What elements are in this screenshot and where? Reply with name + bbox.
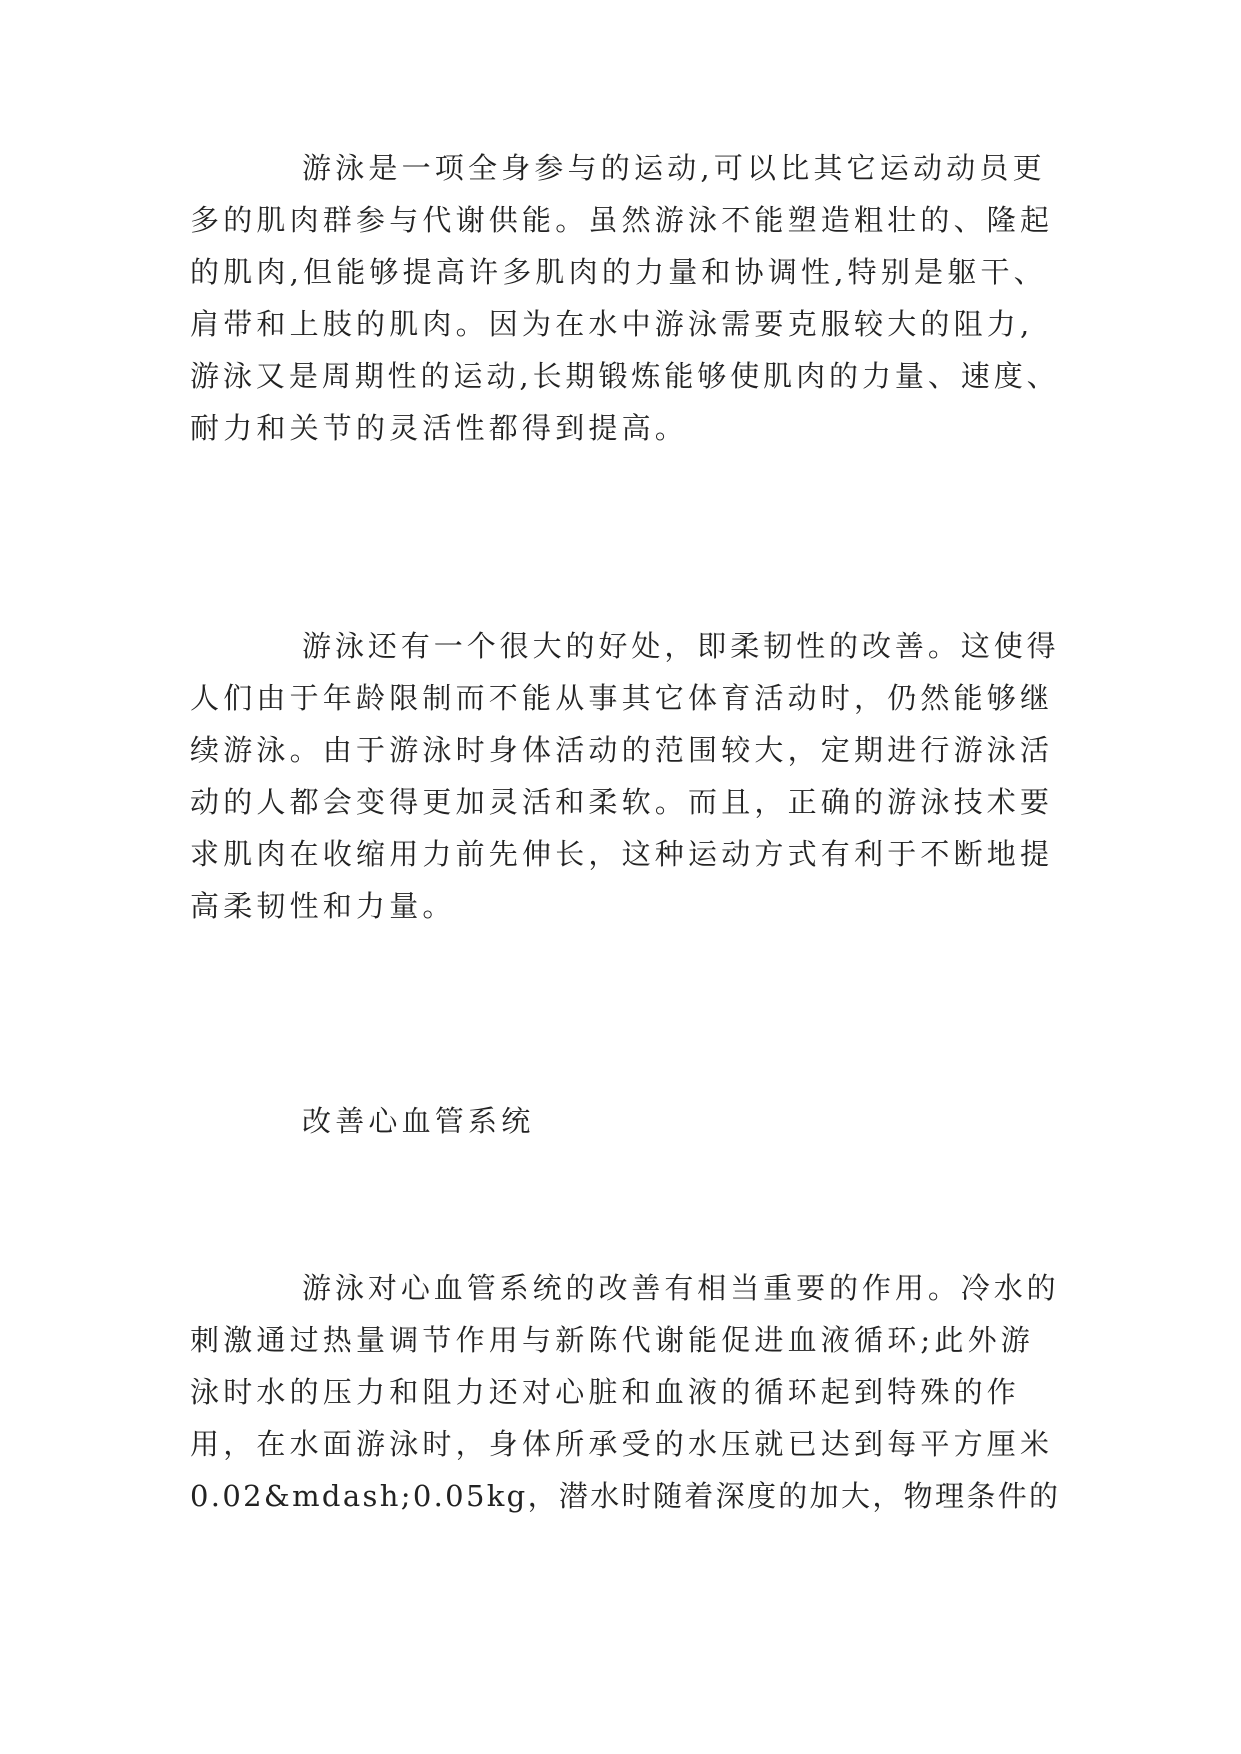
text-line: 求肌肉在收缩用力前先伸长，这种运动方式有利于不断地提 [190,837,1054,871]
text-line: 多的肌肉群参与代谢供能。虽然游泳不能塑造粗壮的、隆起 [190,203,1054,237]
text-line: 肩带和上肢的肌肉。因为在水中游泳需要克服较大的阻力, [190,307,1034,341]
heading-line: 改善心血管系统 [302,1104,535,1138]
text-line: 刺激通过热量调节作用与新陈代谢能促进血液循环;此外游 [190,1323,1034,1357]
text-line: 高柔韧性和力量。 [190,889,456,923]
text-line: 动的人都会变得更加灵活和柔软。而且，正确的游泳技术要 [190,785,1054,819]
text-line: 的肌肉,但能够提高许多肌肉的力量和协调性,特别是躯干、 [190,255,1047,289]
text-line: 用，在水面游泳时，身体所承受的水压就已达到每平方厘米 [190,1427,1054,1461]
text-line: 游泳还有一个很大的好处，即柔韧性的改善。这使得 [302,629,1060,663]
text-line: 耐力和关节的灵活性都得到提高。 [190,411,689,445]
text-line: 游泳是一项全身参与的运动,可以比其它运动动员更 [302,151,1046,185]
text-line: 人们由于年龄限制而不能从事其它体育活动时，仍然能够继 [190,681,1054,715]
text-line: 游泳又是周期性的运动,长期锻炼能够使肌肉的力量、速度、 [190,359,1060,393]
text-line: 泳时水的压力和阻力还对心脏和血液的循环起到特殊的作 [190,1375,1021,1409]
text-line: 续游泳。由于游泳时身体活动的范围较大，定期进行游泳活 [190,733,1054,767]
text-line: 0.02&mdash;0.05kg，潜水时随着深度的加大，物理条件的 [190,1479,1061,1513]
text-line: 游泳对心血管系统的改善有相当重要的作用。冷水的 [302,1271,1060,1305]
